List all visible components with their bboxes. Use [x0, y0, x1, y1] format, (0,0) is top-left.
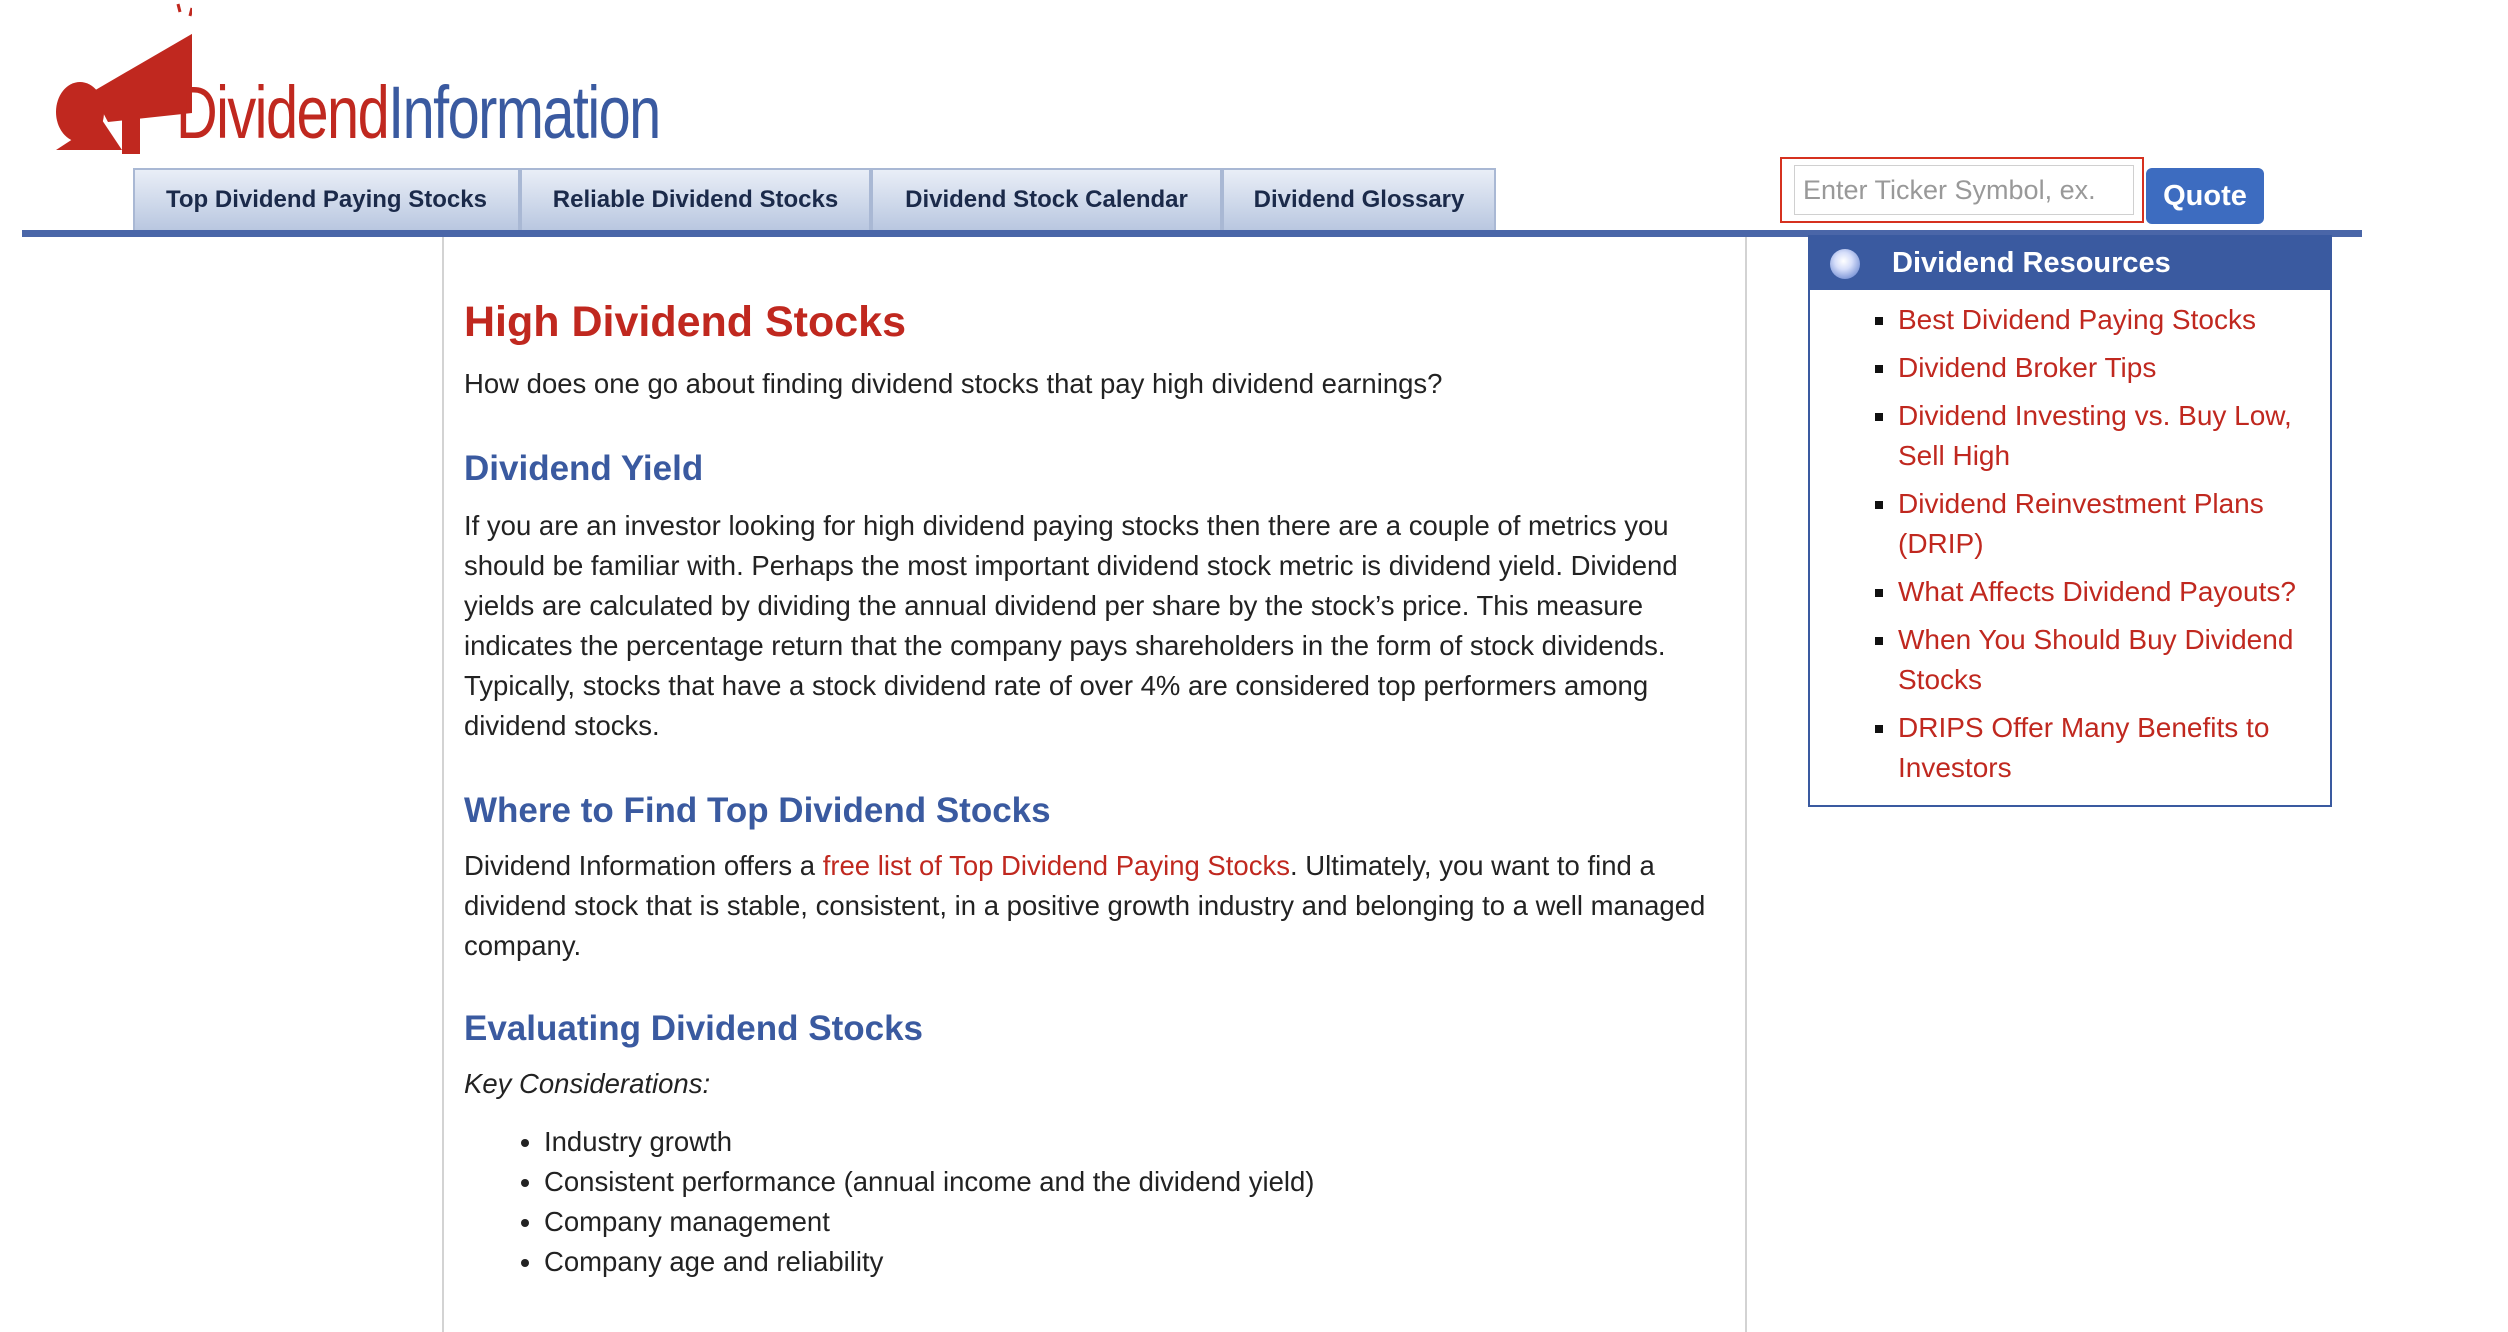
content-border-left [442, 237, 444, 1332]
list-item [1898, 484, 2310, 564]
resources-header [1810, 237, 2330, 290]
resources-title: Dividend Resources [1892, 247, 2171, 279]
page-title: High Dividend Stocks [464, 298, 907, 346]
nav-tab-dividend-stock-calendar[interactable]: Dividend Stock Calendar [871, 168, 1222, 230]
heading-where-to-find: Where to Find Top Dividend Stocks [464, 791, 1051, 830]
resource-link-dividend-investing-vs-buy-low[interactable]: Dividend Investing vs. Buy Low, Sell High [1898, 400, 2292, 471]
megaphone-logo-icon [52, 0, 192, 160]
bubble-bullet-icon [1830, 249, 1860, 279]
logo-word-information: Information [388, 71, 660, 154]
logo-wordmark [176, 70, 660, 155]
nav-tab-dividend-glossary[interactable]: Dividend Glossary [1222, 168, 1496, 230]
list-item [1898, 572, 2310, 612]
dividend-resources-panel [1808, 235, 2332, 807]
list-item [1898, 396, 2310, 476]
where-to-find-paragraph [464, 846, 1734, 966]
top-dividend-stocks-link[interactable]: free list of Top Dividend Paying Stocks [822, 850, 1290, 881]
resource-link-dividend-broker-tips[interactable]: Dividend Broker Tips [1898, 352, 2157, 383]
main-nav [133, 168, 1496, 230]
list-item [1898, 348, 2310, 388]
list-item [1898, 300, 2310, 340]
list-item: • Company age and reliability [544, 1242, 1734, 1282]
list-item: • Industry growth [544, 1122, 1734, 1162]
quote-button[interactable]: Quote [2146, 168, 2264, 224]
resource-link-what-affects-payouts[interactable]: What Affects Dividend Payouts? [1898, 576, 2296, 607]
nav-tab-top-dividend-paying-stocks[interactable]: Top Dividend Paying Stocks [133, 168, 520, 230]
logo-word-dividend: Dividend [176, 71, 389, 154]
heading-dividend-yield: Dividend Yield [464, 449, 704, 488]
main-content [464, 296, 1734, 1282]
list-item: • Company management [544, 1202, 1734, 1242]
where-to-find-text-after: . Ultimately, you want to find a dividend stock that is stable, consistent, in a positive growth industry and belonging to a well managed company. [464, 850, 1706, 961]
list-item [1898, 620, 2310, 700]
ticker-symbol-input[interactable] [1794, 165, 2134, 215]
nav-tab-reliable-dividend-stocks[interactable]: Reliable Dividend Stocks [520, 168, 871, 230]
resources-list [1810, 290, 2330, 788]
heading-evaluating: Evaluating Dividend Stocks [464, 1009, 923, 1048]
resource-link-drips-benefits[interactable]: DRIPS Offer Many Benefits to Investors [1898, 712, 2270, 783]
dividend-yield-paragraph: If you are an investor looking for high dividend paying stocks then there are a couple of metrics you should be familiar with. Perhaps the most important dividend stock metric is dividend yield. Dividend yields are calculated by dividing the annual dividend per share by the stock’s price. This measure indicates the percentage return that the company pays shareholders in the form of stock dividends. Typically, stocks that have a stock dividend rate of over 4% are considered top performers among dividend stocks. [464, 510, 1678, 741]
resource-link-dividend-reinvestment-plans[interactable]: Dividend Reinvestment Plans (DRIP) [1898, 488, 2264, 559]
where-to-find-text-before: Dividend Information offers a [464, 850, 823, 881]
resource-link-when-to-buy[interactable]: When You Should Buy Dividend Stocks [1898, 624, 2294, 695]
intro-paragraph: How does one go about finding dividend stocks that pay high dividend earnings? [464, 368, 1443, 399]
key-considerations-label: Key Considerations: [464, 1068, 711, 1099]
resource-link-best-dividend-paying-stocks[interactable]: Best Dividend Paying Stocks [1898, 304, 2256, 335]
considerations-list [464, 1122, 1734, 1282]
list-item [1898, 708, 2310, 788]
ticker-search-box [1780, 157, 2144, 223]
site-logo[interactable] [52, 0, 692, 160]
content-border-right [1745, 237, 1747, 1332]
list-item: • Consistent performance (annual income and the dividend yield) [544, 1162, 1734, 1202]
